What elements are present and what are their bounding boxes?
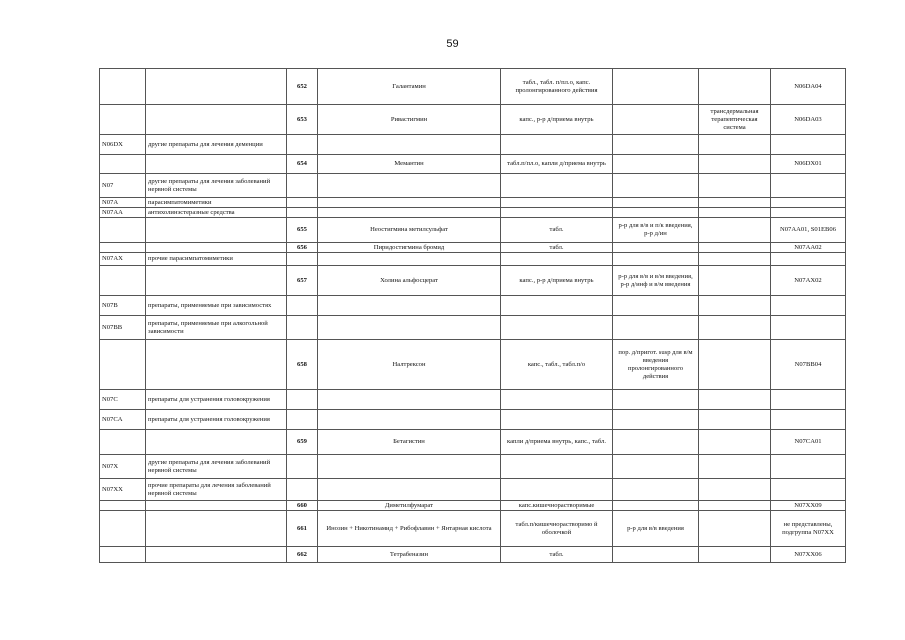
group-name-cell	[146, 69, 287, 105]
atc-code-cell: N06DX01	[771, 155, 846, 174]
extra-form-cell	[699, 547, 771, 563]
atc-code-cell	[771, 174, 846, 198]
atc-group-cell	[100, 430, 146, 455]
table-row	[100, 455, 846, 479]
extra-form-cell	[699, 198, 771, 208]
dosage-form-cell	[501, 479, 613, 501]
dosage-form-cell: табл., табл. п/пл.о, капс. пролонгированного действия	[501, 69, 613, 105]
atc-group-cell: N07XX	[100, 479, 146, 501]
atc-code-cell	[771, 198, 846, 208]
group-name-cell: прочие парасимпатомиметики	[146, 253, 287, 266]
dosage-form-cell	[501, 390, 613, 410]
extra-form-cell	[699, 253, 771, 266]
table-row	[100, 547, 846, 563]
atc-code-cell: N07CA01	[771, 430, 846, 455]
atc-group-cell: N07C	[100, 390, 146, 410]
dosage-form-cell: табл.п/пл.о, капли д/приема внутрь	[501, 155, 613, 174]
table-row	[100, 69, 846, 105]
group-name-cell	[146, 430, 287, 455]
atc-group-cell: N07A	[100, 198, 146, 208]
table-row	[100, 430, 846, 455]
row-number-cell	[287, 296, 318, 316]
dosage-form-cell: капс., р-р д/приема внутрь	[501, 266, 613, 296]
other-form-cell	[613, 208, 699, 218]
row-number-cell: 661	[287, 511, 318, 547]
drug-name-cell: Холина альфосцерат	[318, 266, 501, 296]
dosage-form-cell: табл.	[501, 243, 613, 253]
atc-group-cell	[100, 511, 146, 547]
atc-group-cell: N07AA	[100, 208, 146, 218]
extra-form-cell	[699, 340, 771, 390]
extra-form-cell	[699, 479, 771, 501]
group-name-cell: другие препараты для лечения заболеваний нервной системы	[146, 455, 287, 479]
other-form-cell	[613, 547, 699, 563]
group-name-cell	[146, 266, 287, 296]
other-form-cell	[613, 410, 699, 430]
group-name-cell: парасимпатомиметики	[146, 198, 287, 208]
group-name-cell	[146, 243, 287, 253]
table-row	[100, 390, 846, 410]
extra-form-cell	[699, 69, 771, 105]
group-name-cell: прочие препараты для лечения заболеваний нервной системы	[146, 479, 287, 501]
drug-name-cell	[318, 253, 501, 266]
other-form-cell	[613, 390, 699, 410]
atc-group-cell: N07CA	[100, 410, 146, 430]
other-form-cell: р-р для в/в и п/к введения, р-р д/ин	[613, 218, 699, 243]
group-name-cell	[146, 340, 287, 390]
atc-code-cell: N06DA04	[771, 69, 846, 105]
atc-code-cell: N07XX09	[771, 501, 846, 511]
extra-form-cell	[699, 430, 771, 455]
drug-name-cell: Мемантин	[318, 155, 501, 174]
extra-form-cell	[699, 410, 771, 430]
row-number-cell	[287, 479, 318, 501]
drug-name-cell	[318, 479, 501, 501]
atc-group-cell: N07B	[100, 296, 146, 316]
extra-form-cell	[699, 390, 771, 410]
atc-code-cell	[771, 316, 846, 340]
drug-name-cell	[318, 208, 501, 218]
row-number-cell	[287, 455, 318, 479]
group-name-cell: препараты, применяемые при алкогольной зависимости	[146, 316, 287, 340]
row-number-cell	[287, 390, 318, 410]
group-name-cell	[146, 547, 287, 563]
group-name-cell: антихолинэстеразные средства	[146, 208, 287, 218]
atc-code-cell	[771, 253, 846, 266]
extra-form-cell	[699, 243, 771, 253]
extra-form-cell	[699, 296, 771, 316]
atc-code-cell	[771, 410, 846, 430]
drug-name-cell	[318, 174, 501, 198]
extra-form-cell	[699, 316, 771, 340]
drug-name-cell	[318, 455, 501, 479]
atc-group-cell	[100, 243, 146, 253]
row-number-cell: 655	[287, 218, 318, 243]
row-number-cell	[287, 253, 318, 266]
atc-code-cell: N07AA02	[771, 243, 846, 253]
row-number-cell: 652	[287, 69, 318, 105]
page-number: 59	[446, 38, 459, 50]
drug-name-cell	[318, 390, 501, 410]
other-form-cell	[613, 316, 699, 340]
drug-table	[99, 68, 846, 563]
other-form-cell: р-р для в/в и в/м введения, р-р д/инф и в/м введения	[613, 266, 699, 296]
drug-name-cell	[318, 135, 501, 155]
group-name-cell: другие препараты для лечения деменции	[146, 135, 287, 155]
extra-form-cell	[699, 135, 771, 155]
group-name-cell: препараты для устранения головокружения	[146, 410, 287, 430]
group-name-cell: препараты, применяемые при зависимостях	[146, 296, 287, 316]
other-form-cell	[613, 501, 699, 511]
dosage-form-cell: табл.п/кишечнорастворимо й оболочкой	[501, 511, 613, 547]
row-number-cell: 658	[287, 340, 318, 390]
drug-name-cell	[318, 198, 501, 208]
other-form-cell	[613, 105, 699, 135]
atc-code-cell	[771, 479, 846, 501]
drug-name-cell: Галантамин	[318, 69, 501, 105]
atc-group-cell	[100, 69, 146, 105]
other-form-cell	[613, 69, 699, 105]
atc-group-cell	[100, 340, 146, 390]
drug-name-cell: Диметилфумарат	[318, 501, 501, 511]
extra-form-cell	[699, 218, 771, 243]
table-row	[100, 105, 846, 135]
row-number-cell	[287, 135, 318, 155]
atc-code-cell	[771, 208, 846, 218]
group-name-cell	[146, 105, 287, 135]
drug-name-cell: Бетагистин	[318, 430, 501, 455]
dosage-form-cell: капс., р-р д/приема внутрь	[501, 105, 613, 135]
dosage-form-cell	[501, 208, 613, 218]
dosage-form-cell	[501, 455, 613, 479]
row-number-cell: 656	[287, 243, 318, 253]
other-form-cell	[613, 243, 699, 253]
extra-form-cell	[699, 511, 771, 547]
atc-code-cell: N07AX02	[771, 266, 846, 296]
drug-name-cell	[318, 296, 501, 316]
dosage-form-cell: капс.кишечнорастворимые	[501, 501, 613, 511]
extra-form-cell	[699, 174, 771, 198]
row-number-cell	[287, 174, 318, 198]
atc-code-cell: N07BB04	[771, 340, 846, 390]
table-row	[100, 296, 846, 316]
atc-group-cell	[100, 501, 146, 511]
atc-code-cell	[771, 135, 846, 155]
table-row	[100, 479, 846, 501]
other-form-cell	[613, 155, 699, 174]
row-number-cell	[287, 208, 318, 218]
extra-form-cell	[699, 155, 771, 174]
atc-group-cell	[100, 105, 146, 135]
table-row	[100, 253, 846, 266]
atc-group-cell: N06DX	[100, 135, 146, 155]
other-form-cell	[613, 430, 699, 455]
row-number-cell: 653	[287, 105, 318, 135]
drug-name-cell: Налтрексон	[318, 340, 501, 390]
row-number-cell: 657	[287, 266, 318, 296]
table-row	[100, 511, 846, 547]
atc-code-cell: не представлены, подгруппа N07XX	[771, 511, 846, 547]
table-row	[100, 340, 846, 390]
group-name-cell: препараты для устранения головокружения	[146, 390, 287, 410]
atc-code-cell: N06DA03	[771, 105, 846, 135]
table-row	[100, 198, 846, 208]
drug-name-cell	[318, 316, 501, 340]
atc-code-cell	[771, 296, 846, 316]
other-form-cell	[613, 174, 699, 198]
other-form-cell	[613, 479, 699, 501]
other-form-cell	[613, 296, 699, 316]
other-form-cell	[613, 455, 699, 479]
drug-name-cell: Инозин + Никотинамид + Рибофлавин + Янтарная кислота	[318, 511, 501, 547]
other-form-cell: р-р для в/в введения	[613, 511, 699, 547]
row-number-cell: 659	[287, 430, 318, 455]
group-name-cell	[146, 501, 287, 511]
dosage-form-cell	[501, 135, 613, 155]
drug-name-cell	[318, 410, 501, 430]
extra-form-cell: трансдермальная терапевтическая система	[699, 105, 771, 135]
row-number-cell	[287, 410, 318, 430]
table-row	[100, 266, 846, 296]
row-number-cell: 660	[287, 501, 318, 511]
atc-group-cell	[100, 547, 146, 563]
atc-group-cell: N07AX	[100, 253, 146, 266]
group-name-cell	[146, 155, 287, 174]
group-name-cell	[146, 218, 287, 243]
drug-name-cell: Пиридостигмина бромид	[318, 243, 501, 253]
atc-group-cell	[100, 155, 146, 174]
table-row	[100, 208, 846, 218]
row-number-cell: 662	[287, 547, 318, 563]
dosage-form-cell	[501, 174, 613, 198]
other-form-cell	[613, 198, 699, 208]
drug-name-cell: Тетрабеназин	[318, 547, 501, 563]
row-number-cell	[287, 316, 318, 340]
atc-group-cell: N07X	[100, 455, 146, 479]
dosage-form-cell: капли д/приема внутрь, капс., табл.	[501, 430, 613, 455]
table-row	[100, 218, 846, 243]
dosage-form-cell	[501, 296, 613, 316]
dosage-form-cell	[501, 198, 613, 208]
table-row	[100, 155, 846, 174]
drug-name-cell: Неостигмина метилсульфат	[318, 218, 501, 243]
extra-form-cell	[699, 501, 771, 511]
extra-form-cell	[699, 208, 771, 218]
row-number-cell	[287, 198, 318, 208]
atc-group-cell	[100, 218, 146, 243]
dosage-form-cell: табл.	[501, 547, 613, 563]
extra-form-cell	[699, 266, 771, 296]
group-name-cell	[146, 511, 287, 547]
dosage-form-cell	[501, 410, 613, 430]
atc-group-cell: N07BB	[100, 316, 146, 340]
dosage-form-cell	[501, 316, 613, 340]
table-row	[100, 135, 846, 155]
group-name-cell: другие препараты для лечения заболеваний нервной системы	[146, 174, 287, 198]
atc-code-cell: N07XX06	[771, 547, 846, 563]
atc-group-cell: N07	[100, 174, 146, 198]
other-form-cell	[613, 253, 699, 266]
atc-code-cell	[771, 390, 846, 410]
other-form-cell	[613, 135, 699, 155]
table-row	[100, 410, 846, 430]
row-number-cell: 654	[287, 155, 318, 174]
table-body	[100, 69, 846, 563]
table-row	[100, 174, 846, 198]
dosage-form-cell: капс., табл., табл.п/о	[501, 340, 613, 390]
atc-code-cell: N07AA01, S01EB06	[771, 218, 846, 243]
dosage-form-cell: табл.	[501, 218, 613, 243]
atc-group-cell	[100, 266, 146, 296]
dosage-form-cell	[501, 253, 613, 266]
extra-form-cell	[699, 455, 771, 479]
table-row	[100, 501, 846, 511]
table-row	[100, 316, 846, 340]
atc-code-cell	[771, 455, 846, 479]
drug-name-cell: Ривастигмин	[318, 105, 501, 135]
other-form-cell: пор. д/пригот. susp для в/м введения пролонгированного действия	[613, 340, 699, 390]
table-row	[100, 243, 846, 253]
